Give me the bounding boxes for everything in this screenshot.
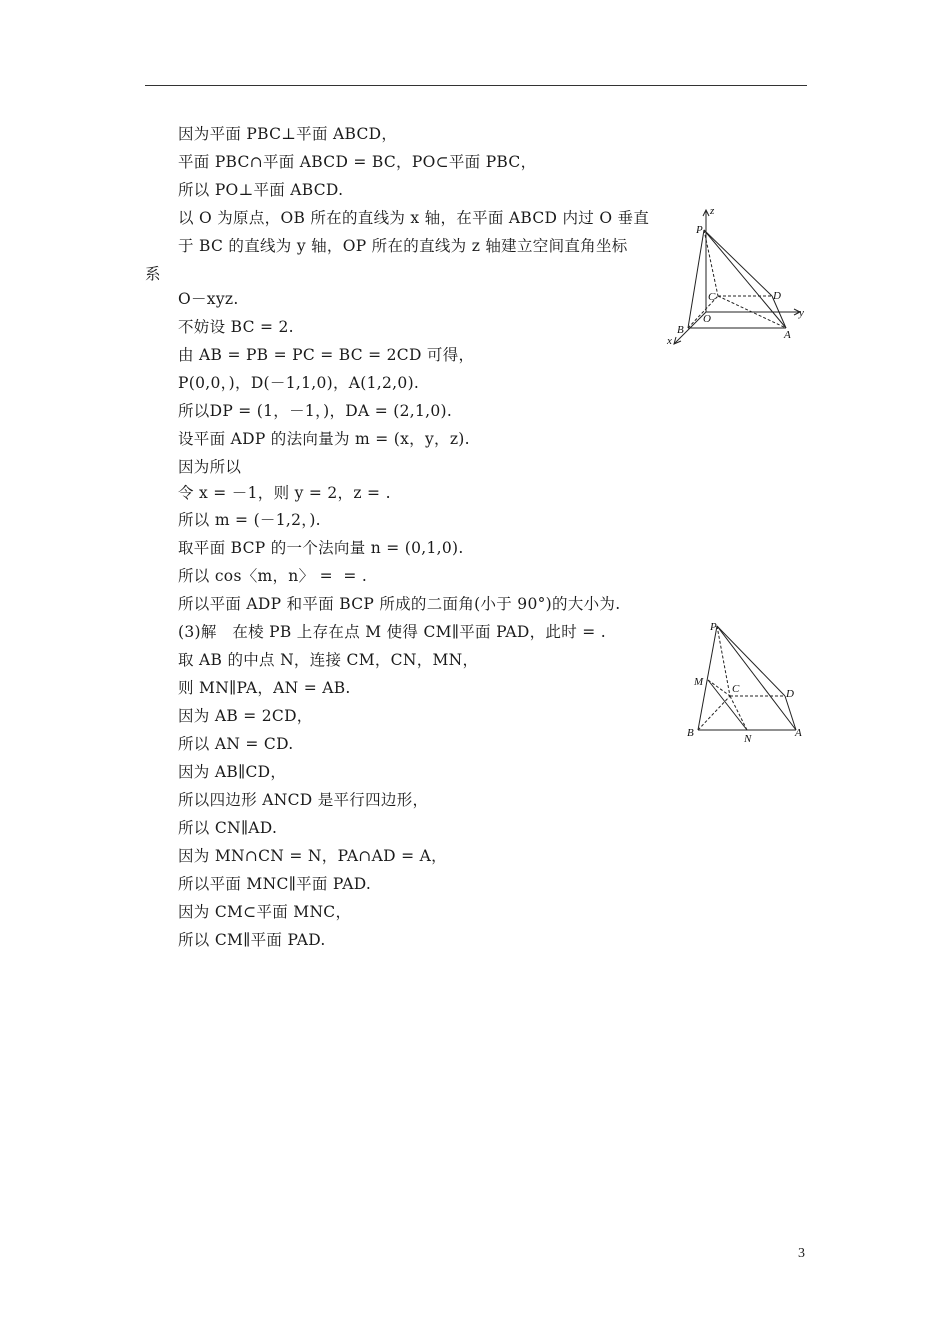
text-line: 所以 PO⊥平面 ABCD. bbox=[178, 181, 344, 199]
axis-label-y: y bbox=[799, 307, 804, 319]
text-line: 所以 CN∥AD. bbox=[178, 819, 278, 837]
vertex-label-p: P bbox=[696, 224, 703, 236]
text-line: 因为 AB∥CD， bbox=[178, 763, 287, 781]
text-line: 取 AB 的中点 N，连接 CM，CN，MN， bbox=[178, 651, 479, 669]
point-label-n: N bbox=[744, 733, 752, 745]
text-line: 令 x = －1，则 y = 2，z = . bbox=[178, 484, 391, 502]
text-line: 因为所以 bbox=[178, 458, 242, 476]
vertex-label-p: P bbox=[710, 621, 717, 633]
text-line: 所以四边形 ANCD 是平行四边形， bbox=[178, 791, 429, 809]
vertex-label-d: D bbox=[773, 290, 781, 302]
text-line: 所以 m = (－1,2，). bbox=[178, 511, 321, 529]
text-line: 系 bbox=[145, 265, 161, 283]
axis-label-z: z bbox=[710, 205, 715, 217]
text-line: P(0,0，)，D(－1,1,0)，A(1,2,0). bbox=[178, 374, 420, 392]
vertex-label-a: A bbox=[784, 329, 791, 341]
pyramid-axes-figure bbox=[660, 200, 820, 350]
text-line: 所以 CM∥平面 PAD. bbox=[178, 931, 326, 949]
axis-label-x: x bbox=[667, 335, 672, 347]
text-line: 所以平面 MNC∥平面 PAD. bbox=[178, 875, 372, 893]
text-line: (3)解 在棱 PB 上存在点 M 使得 CM∥平面 PAD，此时 = . bbox=[178, 623, 606, 641]
text-line: 则 MN∥PA，AN = AB. bbox=[178, 679, 351, 697]
text-line: O－xyz. bbox=[178, 290, 239, 308]
page-number: 3 bbox=[798, 1246, 805, 1261]
vertex-label-c: C bbox=[708, 291, 716, 303]
vertex-label-b: B bbox=[677, 324, 684, 336]
text-line: 不妨设 BC = 2. bbox=[178, 318, 294, 336]
text-line: 所以DP = (1，－1，)，DA = (2,1,0). bbox=[178, 402, 453, 420]
text-line: 由 AB = PB = PC = BC = 2CD 可得， bbox=[178, 346, 475, 364]
text-line: 平面 PBC∩平面 ABCD = BC，PO⊂平面 PBC， bbox=[178, 153, 537, 171]
text-line: 于 BC 的直线为 y 轴，OP 所在的直线为 z 轴建立空间直角坐标 bbox=[178, 237, 628, 255]
text-line: 所以 AN = CD. bbox=[178, 735, 294, 753]
text-line: 设平面 ADP 的法向量为 m = (x，y，z). bbox=[178, 430, 470, 448]
text-line: 因为 AB = 2CD， bbox=[178, 707, 313, 725]
text-line: 因为平面 PBC⊥平面 ABCD， bbox=[178, 125, 398, 143]
text-line: 以 O 为原点，OB 所在的直线为 x 轴，在平面 ABCD 内过 O 垂直 bbox=[178, 209, 650, 227]
text-line: 因为 MN∩CN = N，PA∩AD = A， bbox=[178, 847, 447, 865]
vertex-label-a: A bbox=[795, 727, 802, 739]
vertex-label-b: B bbox=[687, 727, 694, 739]
header-rule bbox=[145, 85, 807, 86]
text-line: 取平面 BCP 的一个法向量 n = (0,1,0). bbox=[178, 539, 464, 557]
text-line: 所以平面 ADP 和平面 BCP 所成的二面角(小于 90°)的大小为. bbox=[178, 595, 621, 613]
text-line: 所以 cos〈m，n〉 = = . bbox=[178, 567, 368, 585]
origin-label-o: O bbox=[703, 313, 711, 325]
point-label-m: M bbox=[694, 676, 704, 688]
text-line: 因为 CM⊂平面 MNC， bbox=[178, 903, 352, 921]
vertex-label-d: D bbox=[786, 688, 794, 700]
pyramid-midpoint-figure bbox=[680, 618, 820, 748]
vertex-label-c: C bbox=[732, 683, 740, 695]
